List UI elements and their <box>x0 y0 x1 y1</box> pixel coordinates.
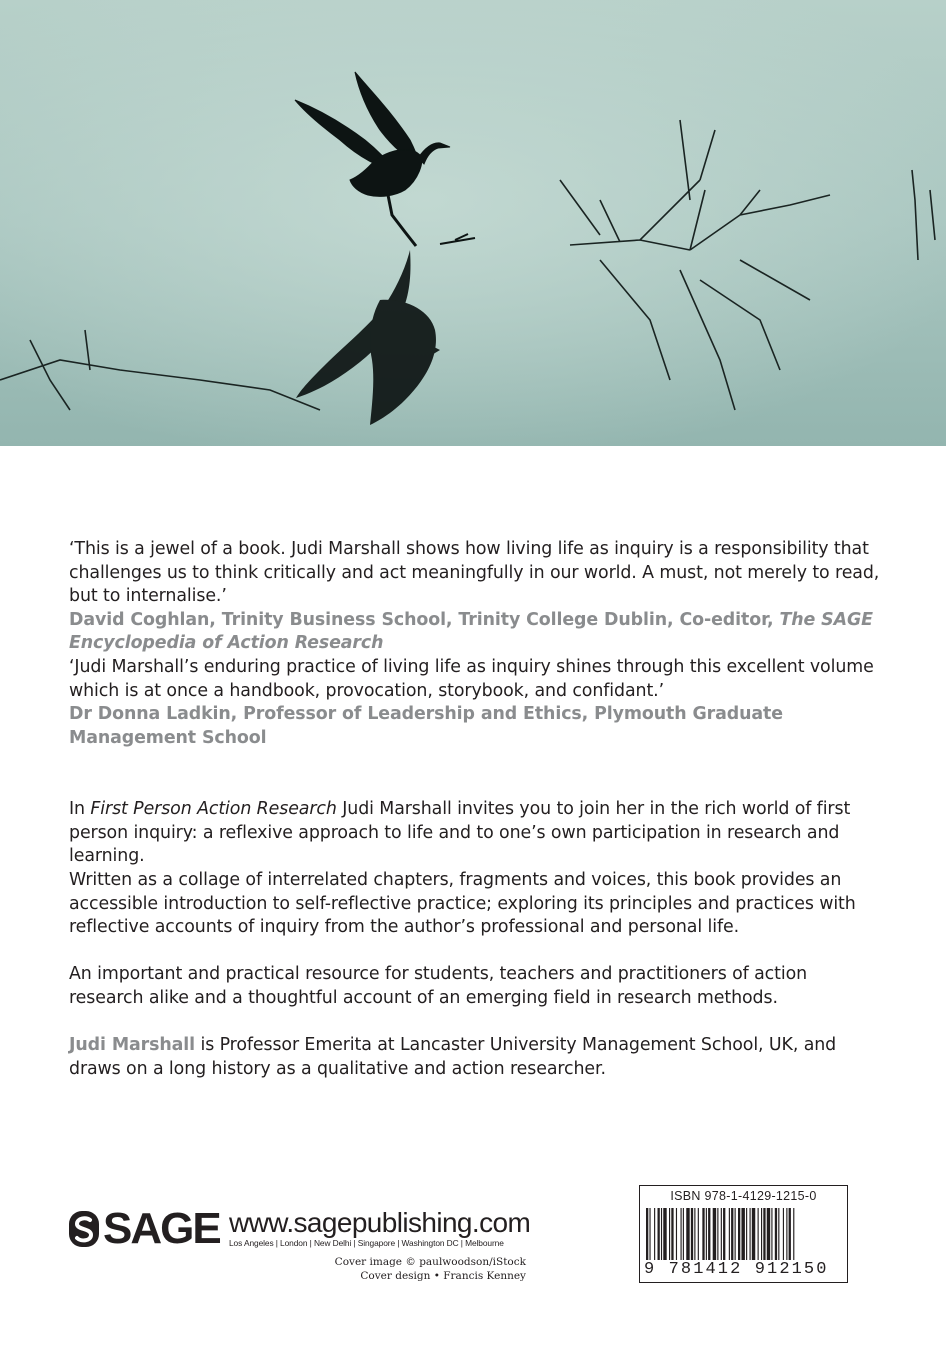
text-span: Written as a collage of interrelated chapters, fragments and voices, this book provides an accessible introduction to self-reflective practice; exploring its principles and practices with reflective accounts of inquiry from the author’s professional and personal life. <box>69 870 856 937</box>
barcode-bar <box>750 1208 751 1260</box>
barcode-bar <box>741 1208 744 1260</box>
barcode-bar <box>646 1208 648 1260</box>
barcode-bar <box>694 1208 695 1260</box>
barcode-bar <box>669 1208 670 1260</box>
attribution-work-title: The SAGE Encyclopedia of Action Research <box>69 609 873 653</box>
barcode-bar <box>658 1208 660 1260</box>
cover-photo <box>0 0 946 446</box>
barcode-bar <box>738 1208 740 1260</box>
heron-silhouette-photo <box>0 0 946 446</box>
barcode-bar <box>649 1208 650 1260</box>
barcode-bar <box>758 1208 759 1260</box>
barcode-bar <box>671 1208 673 1260</box>
description-paragraph-2 <box>69 869 881 940</box>
isbn-label: ISBN 978-1-4129-1215-0 <box>670 1189 817 1203</box>
isbn-barcode <box>639 1185 848 1283</box>
attribution-name: David Coghlan, Trinity Business School, Trinity College Dublin, Co-editor, <box>69 609 774 630</box>
barcode-bar <box>698 1208 699 1260</box>
barcode-bar <box>708 1208 710 1260</box>
barcode-bar <box>789 1208 791 1260</box>
barcode-bar <box>752 1208 755 1260</box>
text-span: is Professor Emerita at Lancaster University Management School, UK, and draws on a long history as a qualitative and action researcher. <box>69 1035 837 1079</box>
barcode-bar <box>721 1208 722 1260</box>
barcode-bar <box>767 1208 770 1260</box>
barcode-bar <box>735 1208 736 1260</box>
barcode-bar <box>706 1208 707 1260</box>
cover-design-credit: Cover design • Francis Kenney <box>360 1270 526 1282</box>
text-span: In <box>69 799 91 819</box>
publisher-cities: Los Angeles | London | New Delhi | Singapore | Washington DC | Melbourne <box>229 1238 504 1248</box>
barcode-bar <box>775 1208 777 1260</box>
barcode-bar <box>676 1208 677 1260</box>
barcode-bar <box>691 1208 693 1260</box>
endorsement-1 <box>69 538 881 656</box>
endorsement-quote: ‘Judi Marshall’s enduring practice of living life as inquiry shines through this excellent volume which is at once a handbook, provocation, storybook, and confidant.’ <box>69 657 874 701</box>
barcode-bar <box>783 1208 784 1260</box>
endorsement-2 <box>69 656 881 750</box>
text-span: An important and practical resource for students, teachers and practitioners of action research alike and a thoughtful account of an emerging field in research methods. <box>69 964 808 1008</box>
description-paragraph-1 <box>69 798 881 869</box>
barcode-bar <box>793 1208 794 1260</box>
publisher-url[interactable]: www.sagepublishing.com <box>229 1207 531 1238</box>
barcode-bar <box>683 1208 684 1260</box>
sage-logo <box>69 1206 220 1252</box>
author-bio <box>69 1034 881 1081</box>
text-span: Judi Marshall invites you to join her in the rich world of first person inquiry: a reflexive approach to life and to one’s own participation in research and learning. <box>69 799 851 866</box>
barcode-bar <box>729 1208 730 1260</box>
barcode-bar <box>663 1208 666 1260</box>
endorsement-attribution <box>69 609 881 656</box>
author-name: Judi Marshall <box>69 1035 196 1055</box>
barcode-bar <box>681 1208 682 1260</box>
endorsement-attribution: Dr Donna Ladkin, Professor of Leadership and Ethics, Plymouth Graduate Management School <box>69 704 783 748</box>
barcode-bar <box>746 1208 747 1260</box>
barcode-bar <box>661 1208 662 1260</box>
barcode-bar <box>702 1208 704 1260</box>
barcode-bars <box>646 1208 842 1260</box>
barcode-bar <box>717 1208 718 1260</box>
barcode-bar <box>763 1208 765 1260</box>
barcode-bar <box>723 1208 725 1260</box>
sage-wordmark: SAGE <box>103 1204 220 1253</box>
barcode-bar <box>731 1208 733 1260</box>
barcode-bar <box>778 1208 779 1260</box>
endorsement-quote: ‘This is a jewel of a book. Judi Marshall shows how living life as inquiry is a responsibility that challenges us to think critically and act meaningfully in our world. A must, not merely to read, but to internalise.’ <box>69 539 880 606</box>
barcode-bar <box>686 1208 689 1260</box>
book-title: First Person Action Research <box>90 799 337 819</box>
sage-s-mark-icon <box>69 1211 99 1247</box>
barcode-bar <box>654 1208 655 1260</box>
barcode-bar <box>713 1208 716 1260</box>
description-paragraph-3 <box>69 963 881 1010</box>
cover-image-credit: Cover image © paulwoodson/iStock <box>334 1256 526 1268</box>
barcode-bar <box>786 1208 787 1260</box>
barcode-digits: 9 781412 912150 <box>644 1260 829 1279</box>
barcode-bar <box>761 1208 762 1260</box>
barcode-bar <box>771 1208 772 1260</box>
